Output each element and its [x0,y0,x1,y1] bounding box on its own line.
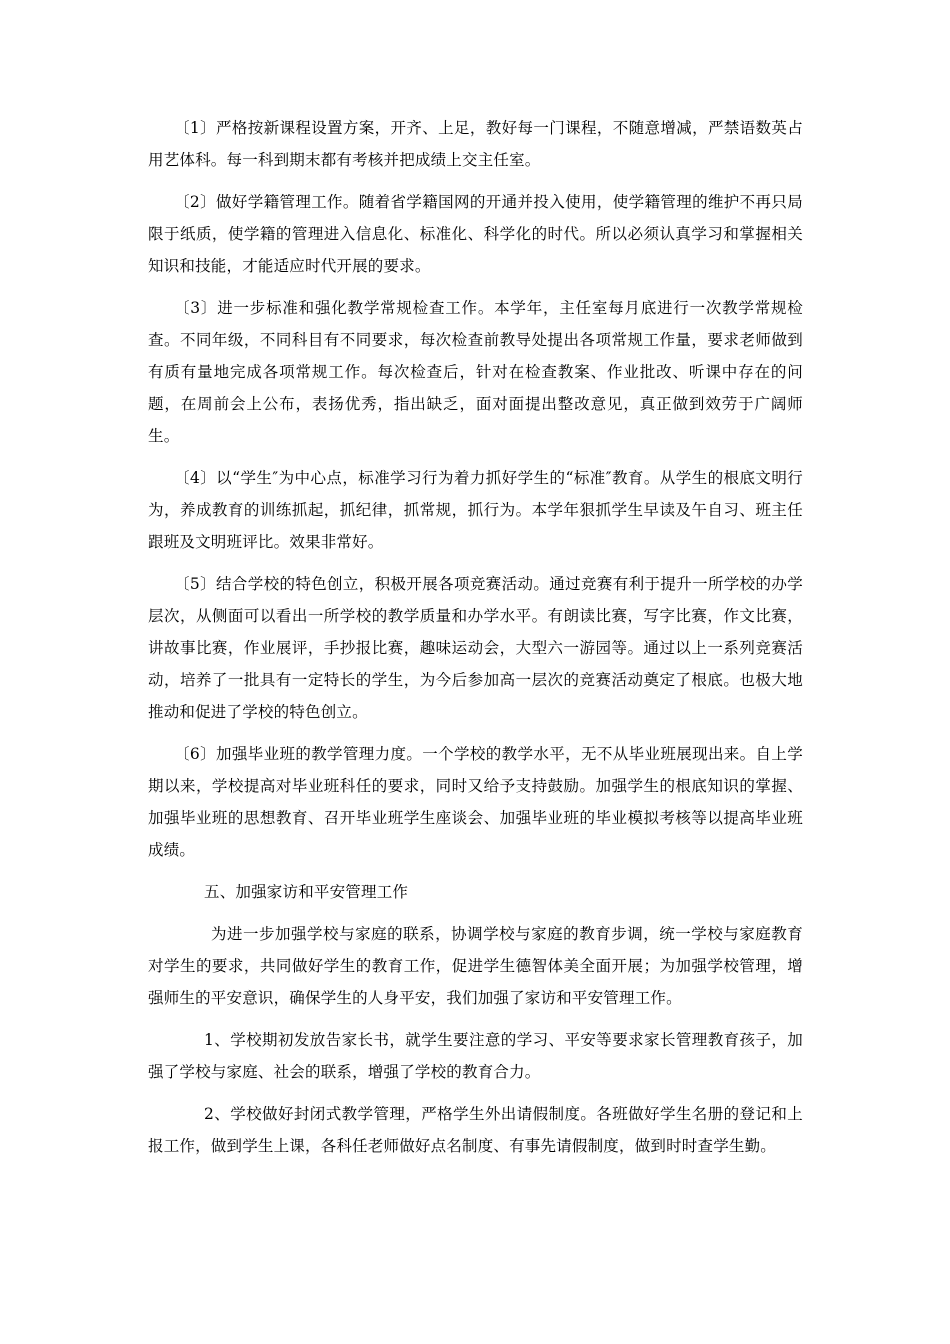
sub-item-2: 2、学校做好封闭式教学管理，严格学生外出请假制度。各班做好学生名册的登记和上报工作，做到学生上课，各科任老师做好点名制度、有事先请假制度，做到时时查学生勤。 [148,1105,803,1155]
paragraph-item-2: 〔2〕做好学籍管理工作。随着省学籍国网的开通并投入使用，使学籍管理的维护不再只局限于纸质，使学籍的管理进入信息化、标准化、科学化的时代。所以必须认真学习和掌握相关知识和技能，才能适应时代开展的要求。 [148,193,803,275]
paragraph-item-5: 〔5〕结合学校的特色创立，积极开展各项竞赛活动。通过竞赛有利于提升一所学校的办学层次，从侧面可以看出一所学校的教学质量和办学水平。有朗读比赛，写字比赛，作文比赛，讲故事比赛，作业展评，手抄报比赛，趣味运动会，大型六一游园等。通过以上一系列竞赛活动，培养了一批具有一定特长的学生，为今后参加高一层次的竞赛活动奠定了根底。也极大地推动和促进了学校的特色创立。 [148,575,803,721]
paragraph-item-6: 〔6〕加强毕业班的教学管理力度。一个学校的教学水平，无不从毕业班展现出来。自上学期以来，学校提高对毕业班科任的要求，同时又给予支持鼓励。加强学生的根底知识的掌握、加强毕业班的思想教育、召开毕业班学生座谈会、加强毕业班的毕业模拟考核等以提高毕业班成绩。 [148,745,803,859]
section-intro-paragraph: 为进一步加强学校与家庭的联系，协调学校与家庭的教育步调，统一学校与家庭教育对学生的要求，共同做好学生的教育工作，促进学生德智体美全面开展；为加强学校管理，增强师生的平安意识，确保学生的人身平安，我们加强了家访和平安管理工作。 [148,925,803,1007]
paragraph-item-3: 〔3〕进一步标准和强化教学常规检查工作。本学年，主任室每月底进行一次教学常规检查。不同年级，不同科目有不同要求，每次检查前教导处提出各项常规工作量，要求老师做到有质有量地完成各项常规工作。每次检查后，针对在检查教案、作业批改、听课中存在的问题，在周前会上公布，表扬优秀，指出缺乏，面对面提出整改意见，真正做到效劳于广阔师生。 [148,299,803,445]
paragraph-item-4: 〔4〕以“学生″为中心点，标准学习行为着力抓好学生的“标准″教育。从学生的根底文明行为，养成教育的训练抓起，抓纪律，抓常规，抓行为。本学年狠抓学生早读及午自习、班主任跟班及文明班评比。效果非常好。 [148,469,803,551]
sub-item-1: 1、学校期初发放告家长书，就学生要注意的学习、平安等要求家长管理教育孩子，加强了学校与家庭、社会的联系，增强了学校的教育合力。 [148,1031,803,1081]
document-body [148,112,803,1172]
section-heading: 五、加强家访和平安管理工作 [204,883,409,901]
paragraph-item-1: 〔1〕严格按新课程设置方案，开齐、上足，教好每一门课程，不随意增减，严禁语数英占用艺体科。每一科到期末都有考核并把成绩上交主任室。 [148,119,803,169]
